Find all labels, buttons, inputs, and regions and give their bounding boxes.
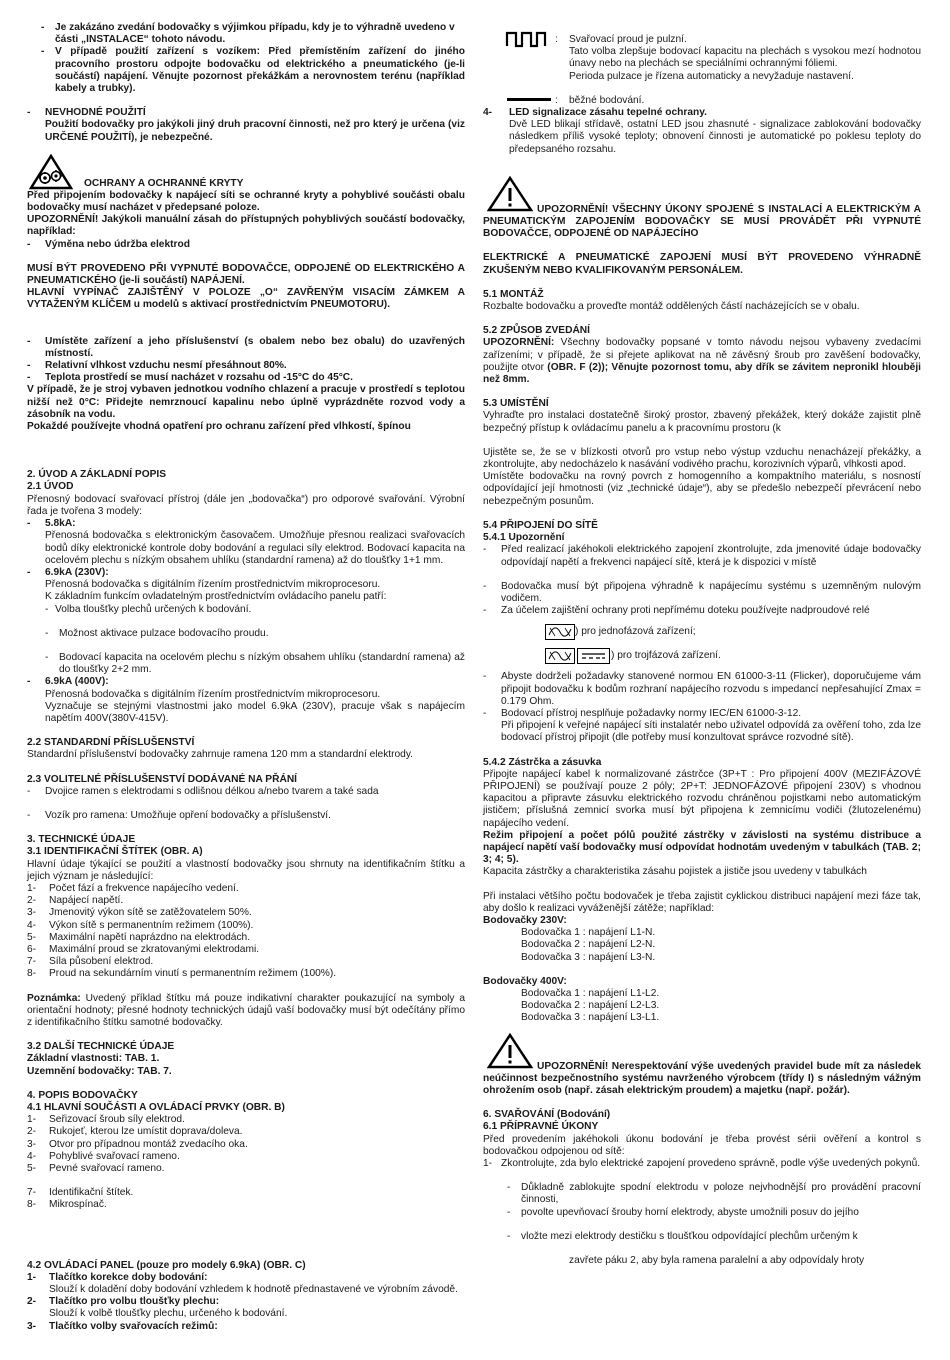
paragraph: Kapacita zástrčky a charakteristika zásahu pojistek a jističe jsou uvedeny v tabulkách	[483, 866, 867, 878]
numbered-item	[483, 1158, 921, 1170]
item-heading: Tlačítko korekce doby bodování:	[49, 1271, 208, 1283]
paragraph: Při připojení k veřejné napájecí síti instalatér nebo uživatel odpovídá za ověření toho, zda lze bodovací přístroj připojit (dle potřeby musí konzultovat správce rozvodné sítě).	[501, 720, 921, 744]
pulse-text: Perioda pulzace je řízena automaticky a nevyžaduje nastavení.	[569, 70, 854, 82]
env-text: V případě, že je stroj vybaven jednotkou vodního chlazení a pracuje v prostředí s teplotou nižší než 0°C: Přidejte nemrznoucí kapalinu nebo úplně vyprázdněte rozvod vody a zásobník na vodu.	[27, 384, 465, 420]
numbered-list	[27, 1272, 465, 1333]
item-text: Mikrospínač.	[49, 1199, 107, 1211]
list-text: Abyste dodrželi požadavky stanovené normou EN 61000-3-11 (Flicker), doporučujeme vám připojit bodovačku k bodům rozhraní napájecího rozvodu s impedancí nepřesahující Zmax = 0.179 Ohm.	[501, 671, 921, 707]
model-text: Přenosná bodovačka s elektronickým časovačem. Umožňuje přesnou realizaci svařovacích bodů díky elektronické kontrole doby bodování a regulaci síly elektrod. Bodovací kapacita na ocelovém plechu s nízkým obsahem uhlíku (standardní ramena) až do tloušťky 1+1 mm.	[45, 530, 465, 566]
note-label: Poznámka:	[27, 992, 81, 1004]
warning-text: ELEKTRICKÉ A PNEUMATICKÉ ZAPOJENÍ MUSÍ BÝT PROVEDENO VÝHRADNĚ ZKUŠENÝM NEBO KVALIFIKOVANÝM PERSONÁLEM.	[483, 252, 921, 276]
item-number: 2-	[27, 1126, 37, 1138]
item-heading: Tlačítko volby svařovacích režimů:	[49, 1320, 218, 1332]
pulse-text: Tato volba zlepšuje bodovací kapacitu na plechách s vysokou mezí hodnotou únavy nebo na plechách se speciálními ochrannými fóliemi.	[569, 46, 921, 70]
item-number: 1-	[27, 1271, 37, 1283]
list-text: Dvojice ramen s elektrodami s odlišnou délkou a/nebo tvarem a také sada	[45, 785, 379, 797]
item-text: Výkon sítě s permanentním režimem (100%).	[49, 919, 254, 931]
paragraph: zavřete páku 2, aby byla ramena paralelní a aby odpovídaly hroty	[569, 1255, 865, 1267]
note-text: Uvedený příklad štítku má pouze indikativní charakter poukazující na symboly a orientační hodnoty; přesné hodnoty technických údajů vaší bodovačky musí být odečítány přímo z identifikačního štítku samotné bodovačky.	[27, 992, 465, 1028]
warning-triangle-icon	[487, 1033, 533, 1069]
item-number: 1-	[27, 882, 37, 894]
item-text: Jmenovitý výkon sítě se zatěžovatelem 50%.	[49, 907, 252, 919]
residual-current-relay-dc-icon	[545, 648, 611, 664]
warning-text: UPOZORNĚNÍ! VŠECHNY ÚKONY SPOJENÉ S INSTALACÍ A ELEKTRICKÝM A PNEUMATICKÝM ZAPOJENÍM BODOVAČKY SE MUSÍ PROVÁDĚT PŘI VYPNUTÉ BODOVAČCE, ODPOJENÉ OD NAPÁJECÍHO	[483, 203, 921, 240]
note-paragraph	[27, 993, 465, 1030]
numbered-item	[27, 956, 465, 968]
item-number: 6-	[27, 943, 37, 955]
list-text: Je zakázáno zvedání bodovačky s výjimkou případu, kdy je to výhradně uvedeno v části „INSTALACE“ tohoto návodu.	[55, 22, 455, 46]
main-switch-text: HLAVNÍ VYPÍNAČ ZAJIŠTĚNÝ V POLOZE „O“ ZAVŘENÝM VISACÍM ZÁMKEM A VYTAŽENÝM KLÍČEM u modelů s aktivací prostřednictvím PNEUMOTORU).	[27, 287, 465, 311]
left-column	[27, 22, 465, 1333]
phase-line: Bodovačka 1 : napájení L1-N.	[521, 927, 656, 939]
numbered-item	[27, 944, 465, 956]
section-title: 2.2 STANDARDNÍ PŘÍSLUŠENSTVÍ	[27, 737, 195, 749]
residual-current-relay-icon	[545, 624, 575, 640]
list-text: Bodovací přístroj nesplňuje požadavky normy IEC/EN 61000-3-12.	[501, 707, 802, 719]
improper-use-title: NEVHODNÉ POUŽITÍ	[45, 107, 146, 119]
lifting-text: Všechny bodovačky popsané v tomto návodu nejsou vybaveny zvedacími zařízeními; v případě, že si přejete aplikovat na ně závěsný šroub pro zavěšení bodovačky, použijte otvor	[483, 337, 921, 373]
continuous-line-icon	[507, 97, 553, 103]
section-title: 5.3 UMÍSTĚNÍ	[483, 398, 549, 410]
list-item: - Abyste dodrželi požadavky stanovené normou EN 61000-3-11 (Flicker), doporučujeme vám připojit bodovačku k bodům rozhraní napájecího rozvodu s impedancí nepřesahující Zmax = 0.179 Ohm.	[483, 671, 921, 707]
numbered-item	[27, 1151, 465, 1163]
list-text: V případě použití zařízení s vozíkem: Před přemístěním zařízení do jiného pracovního prostoru odpojte bodovačku od elektrického a pneumatického (je-li součástí) napájení. Věnujte pozornost překážkám a nerovnostem terénu (například kabely a trubky).	[55, 46, 465, 95]
list-text: Za účelem zajištění ochrany proti nepřímému doteku používejte nadproudové relé	[501, 605, 870, 617]
section-title: 5.4.2 Zástrčka a zásuvka	[483, 756, 602, 768]
list-item	[27, 22, 465, 46]
list-item: - Umístěte zařízení a jeho příslušenství (s obalem nebo bez obalu) do uzavřených místností.	[27, 335, 465, 359]
section-title: 6. SVAŘOVÁNÍ (Bodování)	[483, 1109, 611, 1121]
tech-line: Uzemnění bodovačky: TAB. 7.	[27, 1065, 172, 1077]
item-text: Identifikační štítek.	[49, 1187, 134, 1199]
paragraph: Umístěte bodovačku na rovný povrch z homogenního a kompaktního materiálu, s nosností odpovídající její hmotnosti (viz „technické údaje“), aby se předešlo nebezpečí převrácení nebo nebezpečným posunům.	[483, 471, 921, 507]
numbered-list	[27, 883, 465, 981]
section-title: 3.2 DALŠÍ TECHNICKÉ ÚDAJE	[27, 1041, 175, 1053]
subheading: Bodovačky 400V:	[483, 975, 567, 987]
warning-label: UPOZORNĚNÍ:	[483, 337, 555, 349]
section-title: 4. POPIS BODOVAČKY	[27, 1089, 138, 1101]
moving-parts-warning-icon	[29, 154, 73, 190]
section-title: 2.3 VOLITELNÉ PŘÍSLUŠENSTVÍ DODÁVANÉ NA PŘÁNÍ	[27, 773, 298, 785]
model-label: 5.8kA:	[45, 518, 76, 530]
normal-mode-block: : běžné bodování.	[483, 95, 921, 107]
led-title: LED signalizace zásahu tepelné ochrany.	[509, 107, 707, 119]
item-text: Pohyblivé svařovací rameno.	[49, 1150, 180, 1162]
numbered-item	[27, 1126, 465, 1138]
sub-item-text: Volba tloušťky plechů určených k bodování.	[55, 603, 252, 615]
item-text: Rukojeť, kterou lze umístit doprava/doleva.	[49, 1126, 243, 1138]
section-title: 4.1 HLAVNÍ SOUČÁSTI A OVLÁDACÍ PRVKY (OBR. B)	[27, 1102, 285, 1114]
list-marker: -	[41, 46, 45, 58]
normal-text: běžné bodování.	[569, 94, 645, 106]
item-text: Seřizovací šroub síly elektrod.	[49, 1114, 185, 1126]
section-title: 5.4.1 Upozornění	[483, 532, 565, 544]
sub-item: - Volba tloušťky plechů určených k bodování.	[27, 604, 465, 616]
paragraph: Před provedením jakéhokoli úkonu bodování je třeba provést sérii ověření a kontrol s bodovačkou odpojenou od sítě:	[483, 1133, 921, 1157]
paragraph: Připojte napájecí kabel k normalizované zástrčce (3P+T : Pro připojení 400V (MEZIFÁZOVÉ PŘIPOJENÍ) se používají pouze 2 póly; 2P+T: JEDNOFÁZOVÉ připojení 230V) s vhodnou kapacitou a připravte zásuvku elektrického rozvodu chráněnou pojistkami nebo automatickým jističem; příslušná zemnicí svorka musí být připojena k zemnicímu vodiči (žlutozelenému) napájecího vedení.	[483, 768, 921, 829]
section-title: 5.1 MONTÁŽ	[483, 288, 544, 300]
item-number: 1-	[27, 1114, 37, 1126]
env-text: Pokaždé používejte vhodná opatření pro ochranu zařízení před vlhkostí, špínou	[27, 421, 411, 433]
relay-single-phase	[483, 623, 921, 641]
item-number: 7-	[27, 1187, 37, 1199]
item-number: 8-	[27, 968, 37, 980]
item-text: Otvor pro případnou montáž zvedacího oka.	[49, 1138, 248, 1150]
numbered-item	[27, 1139, 465, 1151]
list-item: - Teplota prostředí se musí nacházet v rozsahu od -15°C do 45°C.	[27, 372, 465, 384]
pulse-waveform-icon	[505, 30, 555, 48]
item-number: 2-	[27, 895, 37, 907]
item-text	[49, 1296, 465, 1320]
section-title: 5.4 PŘIPOJENÍ DO SÍTĚ	[483, 519, 598, 531]
item-number: 2-	[27, 1296, 37, 1308]
paragraph: Při instalaci většího počtu bodovaček je třeba zajistit cyklickou distribuci napájení mezi fáze tak, aby došlo k realizaci vyváženější zátěže; například:	[483, 890, 921, 914]
item-text: Síla působení elektrod.	[49, 956, 154, 968]
item-number: 3-	[27, 1320, 37, 1332]
section-title: 6.1 PŘÍPRAVNÉ ÚKONY	[483, 1121, 599, 1133]
list-item: - Za účelem zajištění ochrany proti nepřímému doteku používejte nadproudové relé	[483, 605, 921, 617]
phase-line: Bodovačka 3 : napájení L3-L1.	[521, 1012, 660, 1024]
numbered-item	[27, 1296, 465, 1320]
sub-item-text: Důkladně zablokujte spodní elektrodu v poloze nejvhodnější pro provádění pracovní činnosti,	[521, 1182, 921, 1206]
must-text: MUSÍ BÝT PROVEDENO PŘI VYPNUTÉ BODOVAČCE, ODPOJENÉ OD ELEKTRICKÉHO A PNEUMATICKÉHO (je-li součástí) NAPÁJENÍ.	[27, 262, 465, 287]
numbered-item	[27, 1321, 465, 1333]
env-item: Umístěte zařízení a jeho příslušenství (s obalem nebo bez obalu) do uzavřených místností.	[45, 335, 465, 359]
list-item: - Výměna nebo údržba elektrod	[27, 239, 465, 251]
list-item: - Vozík pro ramena: Umožňuje opření bodovačky a příslušenství.	[27, 810, 465, 822]
section-title: 2. ÚVOD A ZÁKLADNÍ POPIS	[27, 469, 167, 481]
item-text: Proud na sekundárním vinutí s permanentním režimem (100%).	[49, 968, 337, 980]
sub-item: - Bodovací kapacita na ocelovém plechu s nízkým obsahem uhlíku (standardní ramena) až do tloušťky 2+2 mm.	[45, 651, 465, 676]
sub-item: - povolte upevňovací šrouby horní elektrody, abyste umožnili posuv do jejího	[483, 1207, 921, 1219]
improper-use-heading: - NEVHODNÉ POUŽITÍ	[27, 107, 465, 119]
model-item: - 6.9kA (230V):	[27, 567, 465, 579]
section-title: 4.2 OVLÁDACÍ PANEL (pouze pro modely 6.9kA) (OBR. C)	[27, 1259, 306, 1271]
item-text: Zkontrolujte, zda bylo elektrické zapojení provedeno správně, podle výše uvedených pokynů.	[501, 1158, 921, 1170]
list-text: Vozík pro ramena: Umožňuje opření bodovačky a příslušenství.	[45, 809, 331, 821]
paragraph: Standardní příslušenství bodovačky zahrnuje ramena 120 mm a standardní elektrody.	[27, 749, 414, 761]
tech-line: Základní vlastnosti: TAB. 1.	[27, 1053, 160, 1065]
paragraph-bold: Režim připojení a počet pólů použité zástrčky v závislosti na systému distribuce a napájecí napětí vaší bodovačky musí odpovídat hodnotám uvedeným v tabulkách (TAB. 2; 3; 4; 5).	[483, 829, 921, 866]
led-item	[483, 107, 921, 119]
numbered-item	[27, 1163, 465, 1175]
relay-text: ) pro jednofázová zařízení;	[575, 626, 696, 638]
item-number: 4-	[27, 1150, 37, 1162]
numbered-item	[27, 1114, 465, 1126]
numbered-item	[27, 895, 465, 907]
model-label: 6.9kA (400V):	[45, 676, 109, 688]
model-text: K základním funkcím ovladatelným prostřednictvím ovládacího panelu patří:	[45, 591, 387, 603]
sub-item: - Důkladně zablokujte spodní elektrodu v poloze nejvhodnější pro provádění pracovní činnosti,	[507, 1182, 921, 1206]
list-item: - Bodovačka musí být připojena výhradně k napájecímu systému s uzemněným nulovým vodičem.	[483, 580, 921, 604]
item-heading: Tlačítko pro volbu tloušťky plechu:	[49, 1296, 220, 1308]
list-item: - Před realizací jakéhokoli elektrického zapojení zkontrolujte, zda jmenovité údaje bodovačky odpovídají napětí a frekvenci napájecí sítě, která je k dispozici v místě	[483, 544, 921, 568]
pulse-mode-block: : Svařovací proud je pulzní. Tato volba zlepšuje bodovací kapacitu na plechách s vysokou mezí hodnotou únavy nebo na plechách se speciálními ochrannými fóliemi. Perioda pulzace je řízena automaticky a nevyžaduje nastavení.	[483, 34, 921, 83]
section-title: 2.1 ÚVOD	[27, 481, 74, 493]
relay-three-phase	[483, 647, 921, 665]
numbered-item	[27, 907, 465, 919]
list-marker: -	[41, 22, 45, 33]
subheading: Bodovačky 230V:	[483, 914, 567, 926]
phase-line: Bodovačka 2 : napájení L2-N.	[521, 939, 656, 951]
item-text: Napájecí napětí.	[49, 895, 124, 907]
item-number: 8-	[27, 1199, 37, 1211]
sub-item-text: vložte mezi elektrody destičku s tloušťkou odpovídající plechům určeným k	[521, 1230, 858, 1242]
sub-item-text: povolte upevňovací šrouby horní elektrody, abyste umožnili posuv do jejího	[521, 1206, 859, 1218]
guards-item: Výměna nebo údržba elektrod	[45, 238, 190, 250]
numbered-item	[27, 1187, 465, 1199]
guards-title: OCHRANY A OCHRANNÉ KRYTY	[84, 177, 244, 189]
item-text: Maximální proud se zkratovanými elektrodami.	[49, 943, 260, 955]
model-text: Vyznačuje se stejnými vlastnostmi jako model 6.9kA (230V), pracuje však s napájecím napětím 400V(380V-415V).	[45, 700, 465, 724]
list-item: - Bodovací přístroj nesplňuje požadavky normy IEC/EN 61000-3-12.	[483, 708, 921, 720]
improper-use-text: Použití bodovačky pro jakýkoli jiný druh pracovní činnosti, než pro který je určena (viz URČENÉ POUŽITÍ), je nebezpečné.	[45, 119, 465, 143]
right-column	[483, 34, 921, 1267]
numbered-item	[27, 1199, 465, 1211]
numbered-item	[27, 1272, 465, 1296]
model-item: - 6.9kA (400V):	[27, 676, 465, 688]
item-description: Slouží k doladění doby bodování vzhledem k hodnotě přednastavené ve výrobním závodě.	[49, 1284, 458, 1296]
numbered-item	[27, 920, 465, 932]
guards-warning: UPOZORNĚNÍ! Jakýkoli manuální zásah do přístupných pohyblivých součástí bodovačky, například:	[27, 214, 465, 238]
list-text: Před realizací jakéhokoli elektrického zapojení zkontrolujte, zda jmenovité údaje bodovačky odpovídají napětí a frekvenci napájecí sítě, která je k dispozici v místě	[501, 544, 921, 568]
numbered-item	[27, 932, 465, 944]
sub-item-text: Bodovací kapacita na ocelovém plechu s nízkým obsahem uhlíku (standardní ramena) až do tloušťky 2+2 mm.	[59, 651, 465, 676]
item-text	[49, 1321, 465, 1333]
item-number: 5-	[27, 931, 37, 943]
pulse-text: Svařovací proud je pulzní.	[569, 34, 687, 45]
numbered-item	[27, 883, 465, 895]
numbered-item	[27, 968, 465, 980]
sub-item: - vložte mezi elektrody destičku s tloušťkou odpovídající plechům určeným k	[483, 1231, 921, 1243]
item-text: Počet fází a frekvence napájecího vedení.	[49, 882, 239, 894]
guards-text: Před připojením bodovačky k napájecí síti se ochranné kryty a pohyblivé součásti obalu bodovačky musí nacházet v předepsané poloze.	[27, 189, 465, 214]
phase-line: Bodovačka 1 : napájení L1-L2.	[521, 987, 660, 999]
paragraph: Hlavní údaje týkající se použití a vlastností bodovačky jsou shrnuty na identifikačním štítku a jejich význam je následující:	[27, 858, 465, 882]
item-number: 5-	[27, 1163, 37, 1175]
sub-item: - Možnost aktivace pulzace bodovacího proudu.	[27, 628, 465, 640]
paragraph: Rozbalte bodovačku a proveďte montáž oddělených částí nacházejících se v obalu.	[483, 301, 860, 313]
safety-warning	[483, 1061, 921, 1098]
lifting-bold: (OBR. F (2)); Věnujte pozornost tomu, aby dřík se závitem nepronikl hlouběji než 8mm.	[483, 361, 921, 386]
model-text: Přenosná bodovačka s digitálním řízením prostřednictvím mikroprocesoru.	[45, 579, 381, 591]
item-number: 7-	[27, 956, 37, 968]
model-label: 6.9kA (230V):	[45, 566, 109, 578]
item-number: 4-	[27, 919, 37, 931]
item-number: 4-	[483, 107, 493, 119]
led-text: Dvě LED blikají střídavě, ostatní LED jsou zhasnuté - signalizace zablokování bodovačky následkem příliš vysoké teploty; obnovení činnosti je automatické po poklesu teploty do předepsaného rozsahu.	[509, 119, 921, 155]
section-title: 5.2 ZPŮSOB ZVEDÁNÍ	[483, 325, 590, 337]
list-text: Bodovačka musí být připojena výhradně k napájecímu systému s uzemněným nulovým vodičem.	[501, 580, 921, 604]
model-item: - 5.8kA:	[27, 518, 465, 530]
guards-heading-row	[27, 156, 465, 190]
paragraph: Vyhraďte pro instalaci dostatečně široký prostor, zbavený překážek, který dokáže zajistit plně bezpečný přístup k ovládacímu panelu a k pracovnímu prostoru (k	[483, 410, 921, 434]
item-text	[49, 1272, 465, 1296]
phase-line: Bodovačka 3 : napájení L3-N.	[521, 951, 656, 963]
section-title: 3. TECHNICKÉ ÚDAJE	[27, 834, 136, 846]
env-item: Relativní vlhkost vzduchu nesmí přesáhnout 80%.	[45, 360, 287, 372]
list-item: - Relativní vlhkost vzduchu nesmí přesáhnout 80%.	[27, 360, 465, 372]
item-description: Slouží k volbě tloušťky plechu, určeného k bodování.	[49, 1308, 288, 1320]
numbered-list	[27, 1114, 465, 1175]
paragraph: Přenosný bodovací svařovací přístroj (dále jen „bodovačka“) pro odporové svařování. Výrobní řada je tvořena 3 modely:	[27, 493, 465, 517]
item-text: Maximální napětí naprázdno na elektrodách.	[49, 931, 251, 943]
list-item: - Dvojice ramen s elektrodami s odlišnou délkou a/nebo tvarem a také sada	[27, 786, 465, 798]
sub-item-text: Možnost aktivace pulzace bodovacího proudu.	[59, 627, 269, 639]
item-number: 3-	[27, 1138, 37, 1150]
paragraph: Ujistěte se, že se v blízkosti otvorů pro vstup nebo výstup vzduchu nenacházejí překážky, a zkontrolujte, aby nedocházelo k nasávání vodivého prachu, korozivních výparů, vlhkosti apod.	[483, 446, 921, 471]
list-item	[27, 46, 465, 95]
env-item: Teplota prostředí se musí nacházet v rozsahu od -15°C do 45°C.	[45, 372, 353, 384]
item-number: 1-	[483, 1158, 493, 1170]
warning-text: UPOZORNĚNÍ! Nerespektování výše uvedených pravidel bude mít za následek neúčinnost bezpečnostního systému navrženého výrobcem (třídy I) s následným vážným ohrožením osob (např. zásah elektrickým proudem) a majetku (např. požár).	[483, 1060, 921, 1096]
paragraph	[483, 337, 921, 386]
phase-line: Bodovačka 2 : napájení L2-L3.	[521, 1000, 660, 1012]
numbered-list	[27, 1187, 465, 1211]
installation-warning	[483, 204, 921, 241]
relay-text: ) pro trojfázová zařízení.	[611, 650, 721, 662]
section-title: 3.1 IDENTIFIKAČNÍ ŠTÍTEK (OBR. A)	[27, 846, 203, 858]
model-text: Přenosná bodovačka s digitálním řízením prostřednictvím mikroprocesoru.	[45, 688, 381, 700]
item-number: 3-	[27, 907, 37, 919]
warning-triangle-icon	[487, 176, 533, 212]
item-text: Pevné svařovací rameno.	[49, 1163, 165, 1175]
